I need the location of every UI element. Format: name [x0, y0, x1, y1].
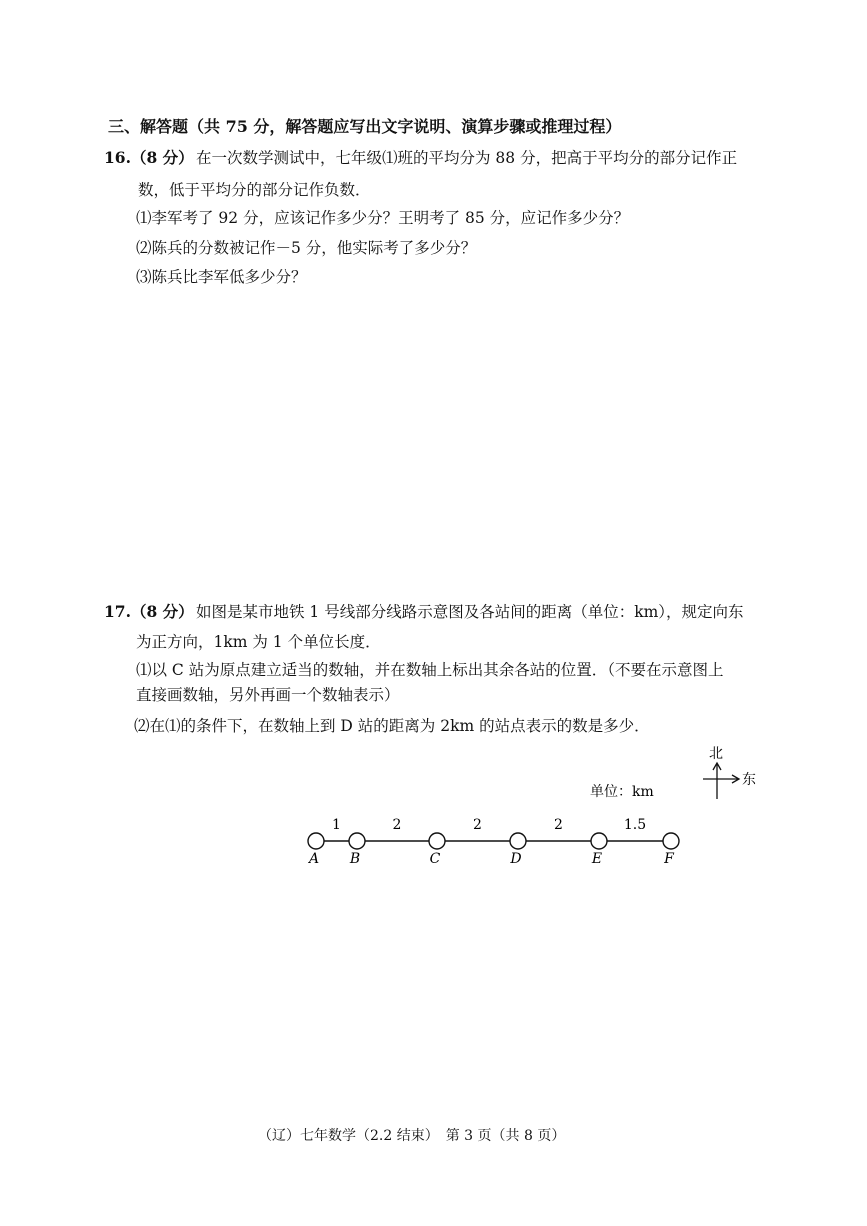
question-16-stem-line1: 在一次数学测试中，七年级⑴班的平均分为 88 分，把高于平均分的部分记作正	[196, 149, 738, 167]
segment-distance-label: 2	[554, 817, 563, 833]
compass-icon	[703, 763, 739, 799]
page-footer: （辽）七年数学（2.2 结束） 第 3 页（共 8 页）	[258, 1128, 566, 1144]
station-marker	[510, 833, 526, 849]
segment-distance-label: 2	[392, 817, 402, 833]
question-17-part2: ⑵在⑴的条件下，在数轴上到 D 站的距离为 2km 的站点表示的数是多少．	[134, 717, 650, 735]
station-label: C	[429, 851, 441, 867]
unit-label: 单位：km	[590, 784, 654, 800]
segment-distance-label: 1.5	[623, 817, 647, 833]
station-label: A	[308, 851, 320, 867]
station-marker	[308, 833, 324, 849]
route-line	[324, 817, 663, 841]
compass-north-label: 北	[709, 746, 723, 762]
question-17-number: 17.（8 分）	[104, 602, 194, 621]
question-16-part2: ⑵陈兵的分数被记作－5 分，他实际考了多少分？	[136, 239, 477, 257]
compass-east-label: 东	[742, 772, 756, 788]
station-label: B	[349, 851, 361, 867]
question-17-part1-line2: 直接画数轴，另外再画一个数轴表示）	[136, 686, 400, 704]
station-marker	[591, 833, 607, 849]
question-16-stem-line2: 数，低于平均分的部分记作负数．	[138, 181, 371, 199]
station-label: E	[591, 851, 603, 867]
question-17-stem-line2: 为正方向，1km 为 1 个单位长度．	[136, 633, 381, 651]
question-17-stem-line1: 如图是某市地铁 1 号线部分线路示意图及各站间的距离（单位：km），规定向东	[196, 603, 744, 621]
station-marker	[663, 833, 679, 849]
station-label: F	[664, 851, 674, 867]
section-heading: 三、解答题（共 75 分，解答题应写出文字说明、演算步骤或推理过程）	[108, 117, 622, 136]
station-marker	[349, 833, 365, 849]
segment-distance-label: 1	[332, 817, 341, 833]
question-16-number: 16.（8 分）	[104, 148, 194, 167]
question-17-part1-line1: ⑴以 C 站为原点建立适当的数轴，并在数轴上标出其余各站的位置．（不要在示意图上	[136, 661, 724, 679]
question-16-part1: ⑴李军考了 92 分，应该记作多少分？王明考了 85 分，应记作多少分？	[136, 209, 630, 227]
station-marker	[429, 833, 445, 849]
segment-distance-label: 2	[473, 817, 482, 833]
question-16-part3: ⑶陈兵比李军低多少分？	[136, 268, 307, 286]
station-label: D	[510, 851, 522, 867]
